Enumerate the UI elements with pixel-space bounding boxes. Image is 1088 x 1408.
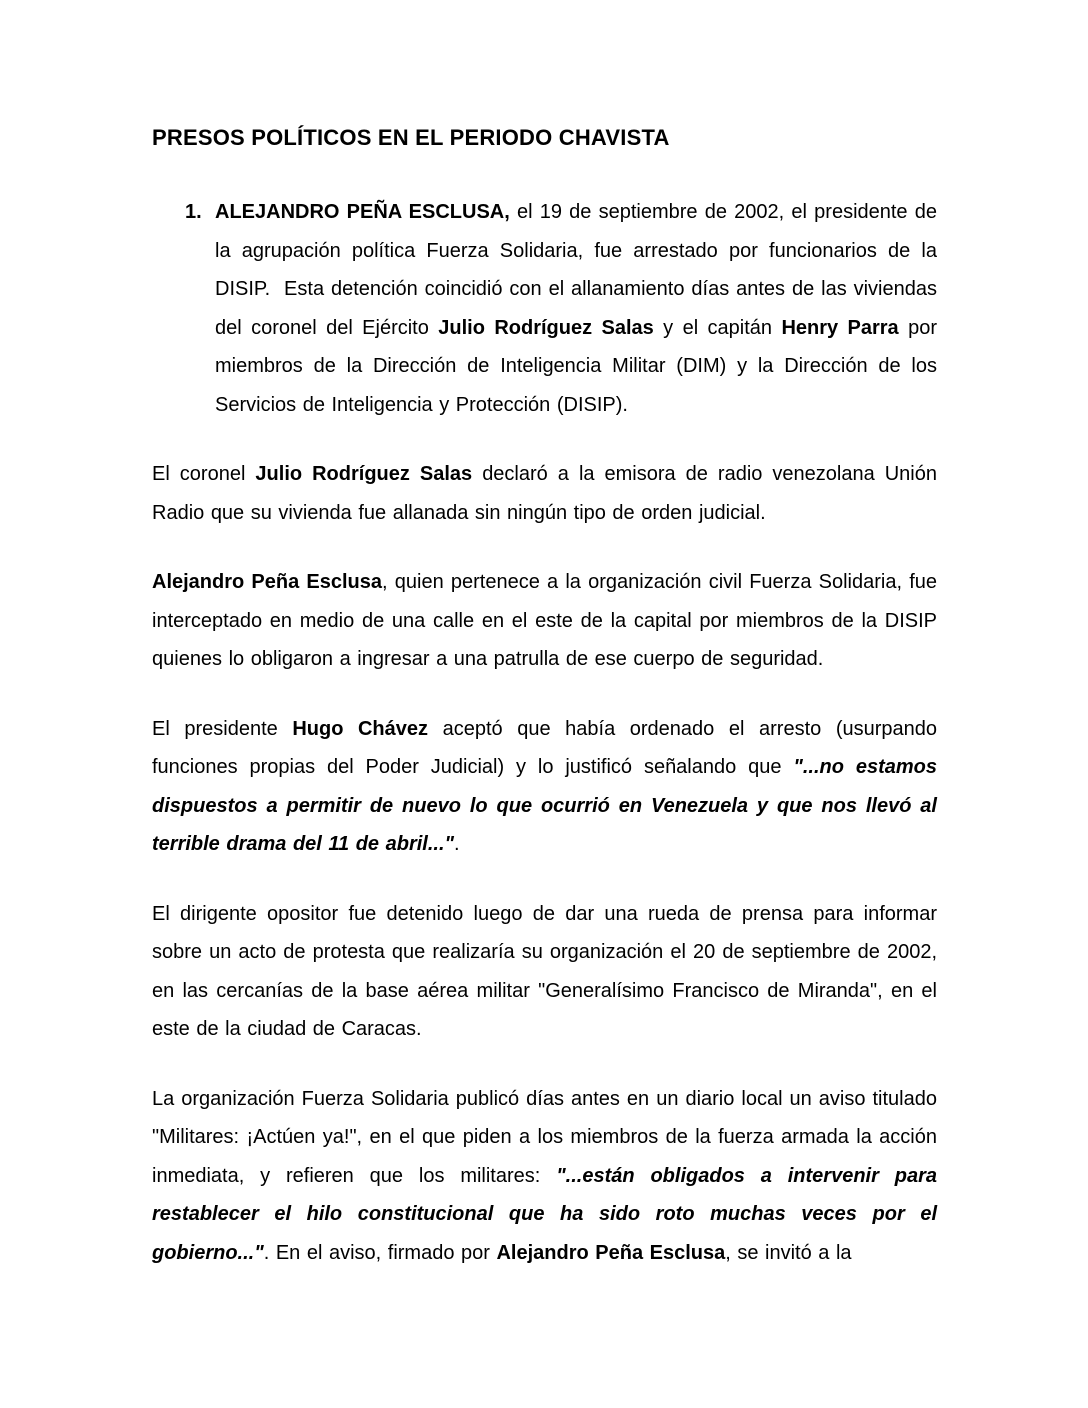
document-content [152,118,937,1272]
text-run: El dirigente opositor fue detenido luego de dar una rueda de prensa para informar sobre un acto de protesta que realizaría su organización el 20 de septiembre de 2002, en las cercanías de la base aérea militar "Generalísimo Francisco de Miranda", en el este de la ciudad de Caracas. [152,902,937,1040]
text-run: , se invitó a la [725,1241,852,1264]
text-run: por miembros de la Dirección de Inteligencia Militar (DIM) y la Dirección de los Servicios de Inteligencia y Protección (DISIP). [215,316,937,416]
emphasized-name: Henry Parra [781,316,899,339]
paragraph [152,1080,937,1273]
text-run: La organización Fuerza Solidaria publicó días antes en un diario local un aviso titulado "Militares: ¡Actúen ya!", en el que piden a los miembros de la fuerza armada la acción inmediata, y refieren que los militares: [152,1087,937,1187]
text-run: . En el aviso, firmado por [263,1241,497,1264]
text-run: . [454,833,460,855]
quoted-statement: "...no estamos dispuestos a permitir de nuevo lo que ocurrió en Venezuela y que nos llevó al terrible drama del 11 de abril..." [152,756,938,855]
text-run: declaró a la emisora de radio venezolana Unión Radio que su vivienda fue allanada sin ningún tipo de orden judicial. [152,463,937,524]
emphasized-name: Alejandro Peña Esclusa [496,1241,726,1264]
text-run: , quien pertenece a la organización civil Fuerza Solidaria, fue interceptado en medio de una calle en el este de la capital por miembros de la DISIP quienes lo obligaron a ingresar a una patrulla de ese cuerpo de seguridad. [152,571,938,670]
document-title: PRESOS POLÍTICOS EN EL PERIODO CHAVISTA [152,125,670,150]
text-run: El presidente [152,717,293,740]
text-run: y el capitán [653,316,782,339]
paragraph [152,563,937,679]
paragraph [152,710,937,864]
list-item-number: 1. [185,201,202,223]
emphasized-name: ALEJANDRO PEÑA ESCLUSA, [215,201,510,223]
emphasized-name: Hugo Chávez [292,717,429,740]
paragraph [152,895,937,1049]
paragraph [152,455,937,532]
text-run: El coronel [152,463,256,485]
text-run: aceptó que había ordenado el arresto (usurpando funciones propias del Poder Judicial) y lo justificó señalando que [152,717,937,778]
emphasized-name: Julio Rodríguez Salas [438,316,654,339]
emphasized-name: Alejandro Peña Esclusa [152,571,383,593]
numbered-list-item [152,193,937,424]
emphasized-name: Julio Rodríguez Salas [255,463,473,485]
document-body [152,193,937,1272]
quoted-statement: "...están obligados a intervenir para restablecer el hilo constitucional que ha sido roto muchas veces por el gobierno..." [152,1164,937,1264]
text-run: el 19 de septiembre de 2002, el presidente de la agrupación política Fuerza Solidaria, fue arrestado por funcionarios de la DISIP. Esta detención coincidió con el allanamiento días antes de las viviendas del coronel del Ejército [215,201,937,339]
